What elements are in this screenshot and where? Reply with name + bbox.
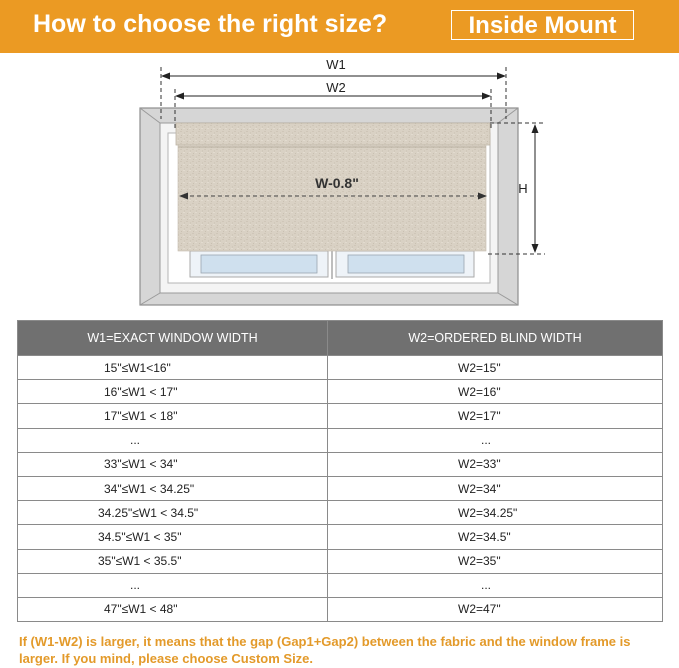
window-width-cell: 34.25"≤W1 < 34.5" (18, 501, 328, 525)
mount-type-box (451, 10, 634, 40)
size-note: If (W1-W2) is larger, it means that the gap (Gap1+Gap2) between the fabric and the window frame is larger. If you mind, please choose Custom Size. (19, 634, 631, 666)
blind-width-cell: W2=16" (328, 380, 663, 404)
header-banner (0, 0, 679, 53)
window-width-cell: 47"≤W1 < 48" (18, 597, 328, 621)
blind-width-cell: W2=34.25" (328, 501, 663, 525)
table-row (18, 476, 663, 500)
window-width-cell: 35"≤W1 < 35.5" (18, 549, 328, 573)
window-width-cell: 17"≤W1 < 18" (18, 404, 328, 428)
blind-width-cell: W2=17" (328, 404, 663, 428)
table-row (18, 573, 663, 597)
w1-label: W1 (326, 57, 346, 72)
page-title: How to choose the right size? (33, 10, 388, 38)
table-row (18, 404, 663, 428)
blind-width-cell: W2=35" (328, 549, 663, 573)
window-measure-diagram (0, 53, 679, 315)
window-width-cell: 16"≤W1 < 17" (18, 380, 328, 404)
blind-width-cell: W2=34.5" (328, 525, 663, 549)
window-width-cell: 15"≤W1<16" (18, 356, 328, 380)
window-width-cell: 34"≤W1 < 34.25" (18, 476, 328, 500)
table-row (18, 525, 663, 549)
table-row (18, 597, 663, 621)
header-window-width: W1=EXACT WINDOW WIDTH (18, 321, 328, 356)
table-row (18, 501, 663, 525)
ellipsis-cell: ... (328, 428, 663, 452)
window-width-cell: 34.5"≤W1 < 35" (18, 525, 328, 549)
table-row (18, 452, 663, 476)
ellipsis-cell: ... (18, 573, 328, 597)
table-row (18, 380, 663, 404)
size-table (17, 320, 663, 622)
window-panes (190, 251, 474, 279)
height-label: H (518, 181, 528, 196)
table-row (18, 356, 663, 380)
blind-width-cell: W2=33" (328, 452, 663, 476)
table-row (18, 428, 663, 452)
table-row (18, 549, 663, 573)
blind-width-cell: W2=34" (328, 476, 663, 500)
window-width-cell: 33"≤W1 < 34" (18, 452, 328, 476)
ellipsis-cell: ... (328, 573, 663, 597)
blind-width-cell: W2=47" (328, 597, 663, 621)
header-blind-width: W2=ORDERED BLIND WIDTH (328, 321, 663, 356)
fabric-width-label: W-0.8" (315, 175, 359, 191)
mount-type-label: Inside Mount (468, 12, 617, 39)
ellipsis-cell: ... (18, 428, 328, 452)
blind-width-cell: W2=15" (328, 356, 663, 380)
table-header-row (18, 321, 663, 356)
w2-label: W2 (326, 80, 346, 95)
